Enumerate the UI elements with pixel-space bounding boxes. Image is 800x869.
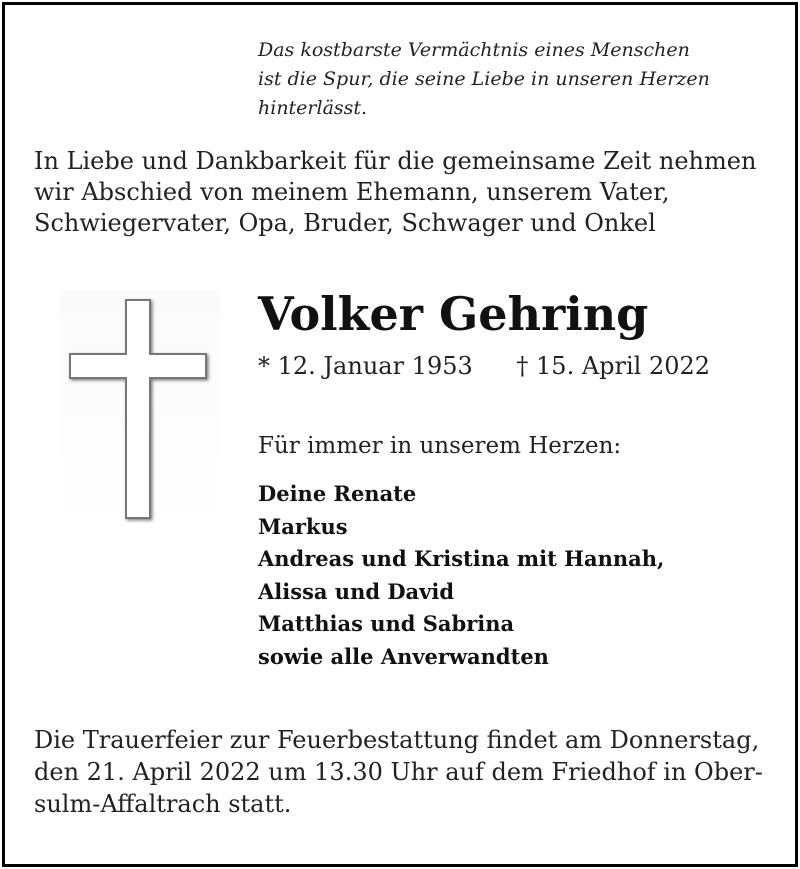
death-date: † 15. April 2022 [516,352,711,380]
mourner-name: Deine Renate [258,481,417,506]
intro-line: wir Abschied von meinem Ehemann, unserem Vater, [34,178,670,206]
birth-date: * 12. Januar 1953 [258,352,473,380]
mourner-name: sowie alle Anverwandten [258,643,549,669]
intro-line: In Liebe und Dankbarkeit für die gemeinsame Zeit nehmen [34,147,757,175]
mourner-name: Matthias und Sabrina [258,611,515,637]
latin-cross-icon [60,290,220,528]
mourner-name: Alissa und David [258,578,455,604]
deceased-name: Volker Gehring [258,287,649,341]
service-line: den 21. April 2022 um 13.30 Uhr auf dem Friedhof in Ober- [34,758,763,786]
mourner-name: Markus [258,513,348,539]
mourners-list [258,478,664,674]
quote-line: Das kostbarste Vermächtnis eines Menschen [258,39,690,61]
intro-line: Schwiegervater, Opa, Bruder, Schwager und Onkel [34,209,656,237]
mourner-name: Andreas und Kristina mit Hannah, [258,546,665,572]
life-dates [258,350,710,382]
intro-text [34,146,779,239]
funeral-service-info [34,724,779,820]
service-line: sulm-Affaltrach statt. [34,790,292,818]
quote-line: ist die Spur, die seine Liebe in unseren Herzen [258,68,710,90]
memorial-quote [258,36,778,123]
quote-line: hinterlässt. [258,97,368,119]
forever-line: Für immer in unserem Herzen: [258,433,622,459]
service-line: Die Trauerfeier zur Feuerbestattung findet am Donnerstag, [34,726,760,754]
